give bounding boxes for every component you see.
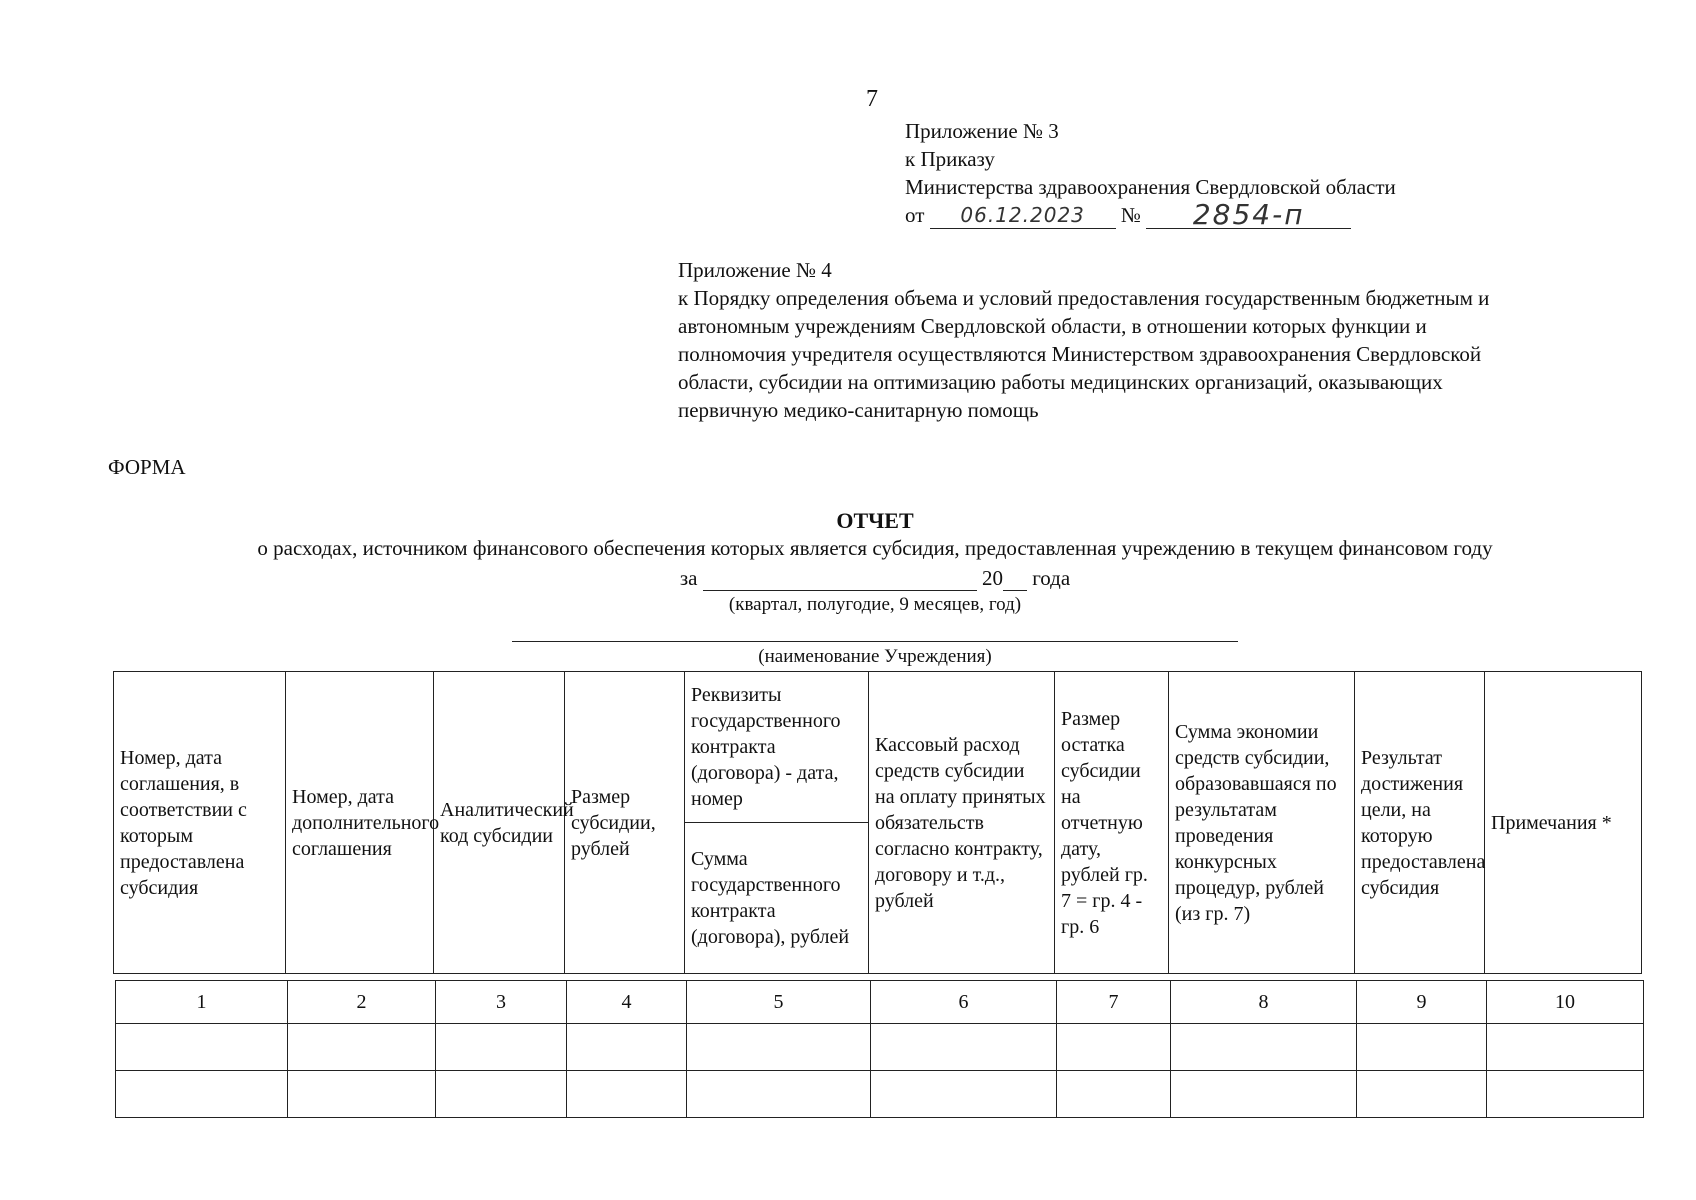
column-number: 2 bbox=[288, 981, 436, 1024]
empty-cell bbox=[567, 1071, 687, 1118]
empty-cell bbox=[1357, 1024, 1487, 1071]
date-prefix: от bbox=[905, 203, 925, 227]
empty-cell bbox=[687, 1024, 871, 1071]
empty-cell bbox=[116, 1071, 288, 1118]
form-label: ФОРМА bbox=[108, 455, 186, 479]
empty-cell bbox=[1487, 1024, 1644, 1071]
appendix-4-line: автономным учреждениям Свердловской области, в отношении которых функции и bbox=[678, 314, 1427, 338]
header-col-7: Размер остатка субсидии на отчетную дату, рублей гр. 7 = гр. 4 - гр. 6 bbox=[1055, 672, 1169, 974]
empty-cell bbox=[871, 1024, 1057, 1071]
report-title: ОТЧЕТ bbox=[836, 508, 914, 533]
header-col-9: Результат достижения цели, на которую предоставлена субсидия bbox=[1355, 672, 1485, 974]
header-col-5-upper: Реквизиты государственного контракта (договора) - дата, номер bbox=[685, 672, 869, 823]
appendix-4-title: Приложение № 4 bbox=[678, 258, 832, 282]
empty-cell bbox=[116, 1024, 288, 1071]
column-number-row bbox=[116, 981, 1644, 1024]
appendix-3-line-3: Министерства здравоохранения Свердловской области bbox=[905, 175, 1396, 199]
period-hint: (квартал, полугодие, 9 месяцев, год) bbox=[728, 594, 1022, 615]
institution-line bbox=[512, 641, 1238, 642]
column-number: 9 bbox=[1357, 981, 1487, 1024]
header-col-6: Кассовый расход средств субсидии на оплату принятых обязательств согласно контракту, договору и т.д., рублей bbox=[869, 672, 1055, 974]
report-subtitle: о расходах, источником финансового обеспечения которых является субсидия, предоставленная учреждению в текущем финансовом году bbox=[257, 536, 1493, 560]
empty-cell bbox=[1487, 1071, 1644, 1118]
period-blank bbox=[703, 568, 977, 591]
empty-cell bbox=[687, 1071, 871, 1118]
empty-row bbox=[116, 1024, 1644, 1071]
empty-cell bbox=[567, 1024, 687, 1071]
page-number: 7 bbox=[866, 86, 878, 112]
column-number: 3 bbox=[436, 981, 567, 1024]
period-prefix: за bbox=[679, 566, 698, 590]
column-number: 8 bbox=[1171, 981, 1357, 1024]
empty-cell bbox=[288, 1071, 436, 1118]
header-col-4: Размер субсидии, рублей bbox=[565, 672, 685, 974]
appendix-4-line: полномочия учредителя осуществляются Министерством здравоохранения Свердловской bbox=[678, 342, 1482, 366]
appendix-4-line: к Порядку определения объема и условий предоставления государственным бюджетным и bbox=[678, 286, 1490, 310]
header-col-1: Номер, дата соглашения, в соответствии с которым предоставлена субсидия bbox=[114, 672, 286, 974]
appendix-4-line: области, субсидии на оптимизацию работы медицинских организаций, оказывающих bbox=[678, 370, 1443, 394]
institution-hint: (наименование Учреждения) bbox=[758, 646, 992, 667]
appendix-3-date-line bbox=[905, 198, 1396, 231]
order-number: 2854-п bbox=[1146, 202, 1351, 229]
period-suffix: года bbox=[1032, 566, 1071, 590]
header-col-5-lower: Сумма государственного контракта (договора), рублей bbox=[685, 823, 869, 974]
empty-cell bbox=[1057, 1071, 1171, 1118]
empty-row bbox=[116, 1071, 1644, 1118]
order-date: 06.12.2023 bbox=[930, 202, 1116, 229]
column-number: 4 bbox=[567, 981, 687, 1024]
empty-cell bbox=[1171, 1024, 1357, 1071]
column-number: 7 bbox=[1057, 981, 1171, 1024]
empty-cell bbox=[436, 1071, 567, 1118]
appendix-3-block bbox=[905, 117, 1396, 229]
appendix-3-title: Приложение № 3 bbox=[905, 119, 1059, 143]
column-number: 10 bbox=[1487, 981, 1644, 1024]
data-table bbox=[115, 980, 1644, 1118]
empty-cell bbox=[1057, 1024, 1171, 1071]
empty-cell bbox=[1171, 1071, 1357, 1118]
empty-cell bbox=[436, 1024, 567, 1071]
column-number: 1 bbox=[116, 981, 288, 1024]
column-number: 6 bbox=[871, 981, 1057, 1024]
empty-cell bbox=[871, 1071, 1057, 1118]
number-prefix: № bbox=[1120, 203, 1141, 227]
year-blank bbox=[1003, 568, 1027, 591]
header-col-10: Примечания * bbox=[1485, 672, 1642, 974]
report-period bbox=[0, 566, 1696, 591]
header-col-8: Сумма экономии средств субсидии, образовавшаяся по результатам проведения конкурсных процедур, рублей (из гр. 7) bbox=[1169, 672, 1355, 974]
appendix-4-line: первичную медико-санитарную помощь bbox=[678, 398, 1039, 422]
empty-cell bbox=[288, 1024, 436, 1071]
empty-cell bbox=[1357, 1071, 1487, 1118]
period-year: 20 bbox=[981, 566, 1003, 590]
appendix-4-block bbox=[678, 256, 1489, 424]
header-col-3: Аналитический код субсидии bbox=[434, 672, 565, 974]
header-col-2: Номер, дата дополнительного соглашения bbox=[286, 672, 434, 974]
header-table bbox=[113, 671, 1642, 974]
column-number: 5 bbox=[687, 981, 871, 1024]
appendix-3-line-2: к Приказу bbox=[905, 147, 995, 171]
